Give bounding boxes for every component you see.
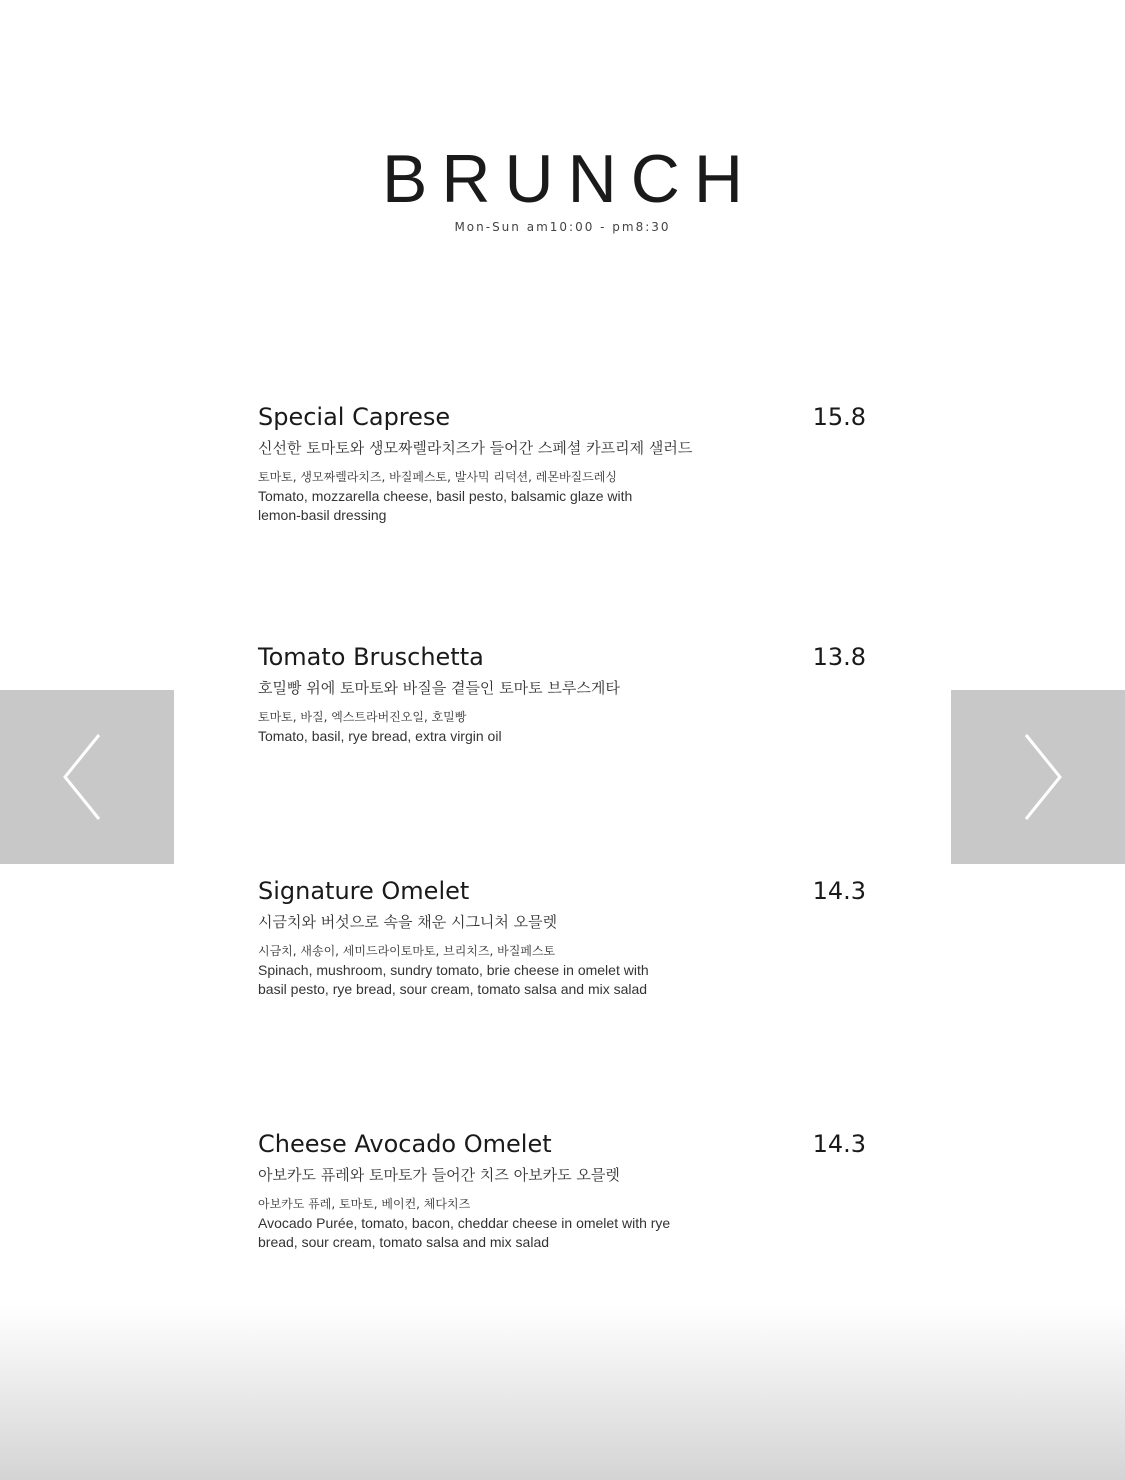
menu-item-ingredients-en: Spinach, mushroom, sundry tomato, brie cheese in omelet with basil pesto, rye bread, sour cream, tomato salsa and mix salad bbox=[258, 962, 649, 997]
menu-item-ingredients-ko: 토마토, 생모짜렐라치즈, 바질페스토, 발사믹 리덕션, 레몬바질드레싱 bbox=[258, 470, 617, 484]
bottom-fade bbox=[0, 1305, 1125, 1480]
menu-item-price: 13.8 bbox=[812, 643, 866, 671]
menu-item bbox=[258, 1129, 866, 1252]
menu-item bbox=[258, 402, 866, 525]
menu-item-name: Special Caprese bbox=[258, 403, 451, 431]
next-page-button[interactable] bbox=[951, 690, 1125, 864]
menu-item-subtitle: 신선한 토마토와 생모짜렐라치즈가 들어간 스페셜 카프리제 샐러드 bbox=[258, 439, 693, 457]
previous-page-button[interactable] bbox=[0, 690, 174, 864]
menu-item-ingredients-ko: 토마토, 바질, 엑스트라버진오일, 호밀빵 bbox=[258, 710, 467, 724]
menu-header bbox=[0, 140, 1125, 234]
opening-hours: Mon-Sun am10:00 - pm8:30 bbox=[454, 220, 671, 234]
menu-item-ingredients-en: Avocado Purée, tomato, bacon, cheddar cheese in omelet with rye bread, sour cream, tomato salsa and mix salad bbox=[258, 1215, 671, 1250]
menu-item-name: Signature Omelet bbox=[258, 877, 470, 905]
menu-item-subtitle: 시금치와 버섯으로 속을 채운 시그니처 오믈렛 bbox=[258, 913, 558, 931]
chevron-left-icon bbox=[57, 727, 117, 827]
menu-item-name: Cheese Avocado Omelet bbox=[258, 1130, 552, 1158]
menu-item-ingredients-ko: 시금치, 새송이, 세미드라이토마토, 브리치즈, 바질페스토 bbox=[258, 944, 556, 958]
menu-item-subtitle: 아보카도 퓨레와 토마토가 들어간 치즈 아보카도 오믈렛 bbox=[258, 1166, 620, 1184]
menu-item-ingredients-en: Tomato, basil, rye bread, extra virgin oil bbox=[258, 728, 502, 744]
menu-item-price: 15.8 bbox=[812, 403, 866, 431]
menu-item bbox=[258, 876, 866, 999]
menu-item-subtitle: 호밀빵 위에 토마토와 바질을 곁들인 토마토 브루스게타 bbox=[258, 679, 620, 697]
menu-item-ingredients-ko: 아보카도 퓨레, 토마토, 베이컨, 체다치즈 bbox=[258, 1197, 471, 1211]
menu-item-price: 14.3 bbox=[812, 1130, 866, 1158]
menu-item-price: 14.3 bbox=[812, 877, 866, 905]
page-title: BRUNCH bbox=[382, 141, 757, 217]
menu-item-ingredients-en: Tomato, mozzarella cheese, basil pesto, balsamic glaze with lemon-basil dressing bbox=[258, 488, 633, 523]
menu-item bbox=[258, 642, 866, 746]
chevron-right-icon bbox=[1008, 727, 1068, 827]
menu-item-name: Tomato Bruschetta bbox=[258, 643, 484, 671]
